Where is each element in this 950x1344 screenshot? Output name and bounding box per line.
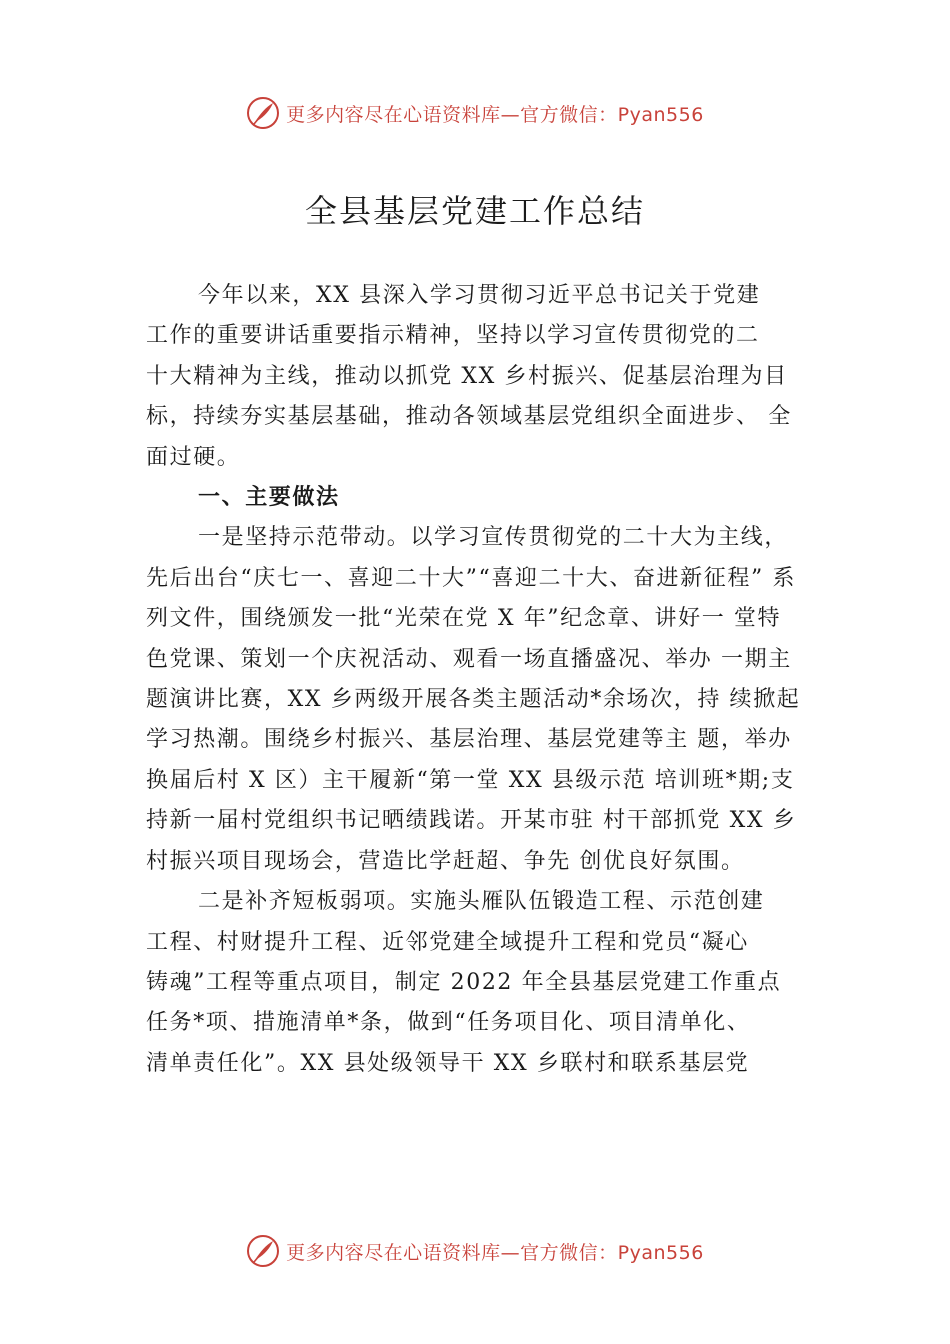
paragraph-line: 二是补齐短板弱项。实施头雁队伍锻造工程、示范创建 [198, 889, 765, 915]
banner-text: 更多内容尽在心语资料库—官方微信：Pyan556 [286, 1241, 704, 1264]
paragraph-line: 清单责任化”。XX 县处级领导干 XX 乡联村和联系基层党 [146, 1050, 750, 1076]
paragraph-line: 工程、村财提升工程、近邻党建全域提升工程和党员“凝心 [146, 929, 749, 955]
paragraph-line: 列文件，围绕颁发一批“光荣在党 X 年”纪念章、讲好一 堂特 [146, 606, 782, 632]
footer-watermark-banner [0, 1234, 950, 1268]
paragraph-line: 铸魂”工程等重点项目，制定 2022 年全县基层党建工作重点 [146, 969, 782, 995]
header-watermark-banner [0, 96, 950, 130]
document-body [146, 276, 836, 1084]
section-heading: 一、主要做法 [198, 485, 340, 511]
paragraph-line: 换届后村 X 区）主干履新“第一堂 XX 县级示范 培训班*期;支 [146, 767, 795, 793]
intro-line: 今年以来，XX 县深入学习贯彻习近平总书记关于党建 [198, 283, 761, 308]
intro-line: 十大精神为主线，推动以抓党 XX 乡村振兴、促基层治理为目 [146, 363, 788, 389]
paragraph-line: 持新一届村党组织书记晒绩践诺。开某市驻 村干部抓党 XX 乡 [146, 808, 797, 834]
intro-line: 标，持续夯实基层基础，推动各领域基层党组织全面进步、 全 [146, 404, 792, 430]
paragraph-line: 任务*项、措施清单*条，做到“任务项目化、项目清单化、 [146, 1010, 751, 1036]
intro-line: 面过硬。 [146, 444, 241, 470]
page-title: 全县基层党建工作总结 [304, 192, 645, 230]
banner-text: 更多内容尽在心语资料库—官方微信：Pyan556 [286, 103, 704, 126]
paragraph-line: 村振兴项目现场会，营造比学赶超、争先 创优良好氛围。 [146, 848, 745, 874]
paragraph-line: 一是坚持示范带动。以学习宣传贯彻党的二十大为主线， [198, 525, 789, 551]
intro-line: 工作的重要讲话重要指示精神，坚持以学习宣传贯彻党的二 [146, 323, 760, 349]
paragraph-line: 先后出台“庆七一、喜迎二十大”“喜迎二十大、奋进新征程” 系 [146, 565, 796, 591]
paragraph-line: 学习热潮。围绕乡村振兴、基层治理、基层党建等主 题，举办 [146, 727, 792, 753]
feather-quill-icon [246, 96, 280, 130]
feather-quill-icon [246, 1234, 280, 1268]
paragraph-line: 题演讲比赛，XX 乡两级开展各类主题活动*余场次，持 续掀起 [146, 687, 801, 713]
paragraph-line: 色党课、策划一个庆祝活动、观看一场直播盛况、举办 一期主 [146, 646, 792, 672]
